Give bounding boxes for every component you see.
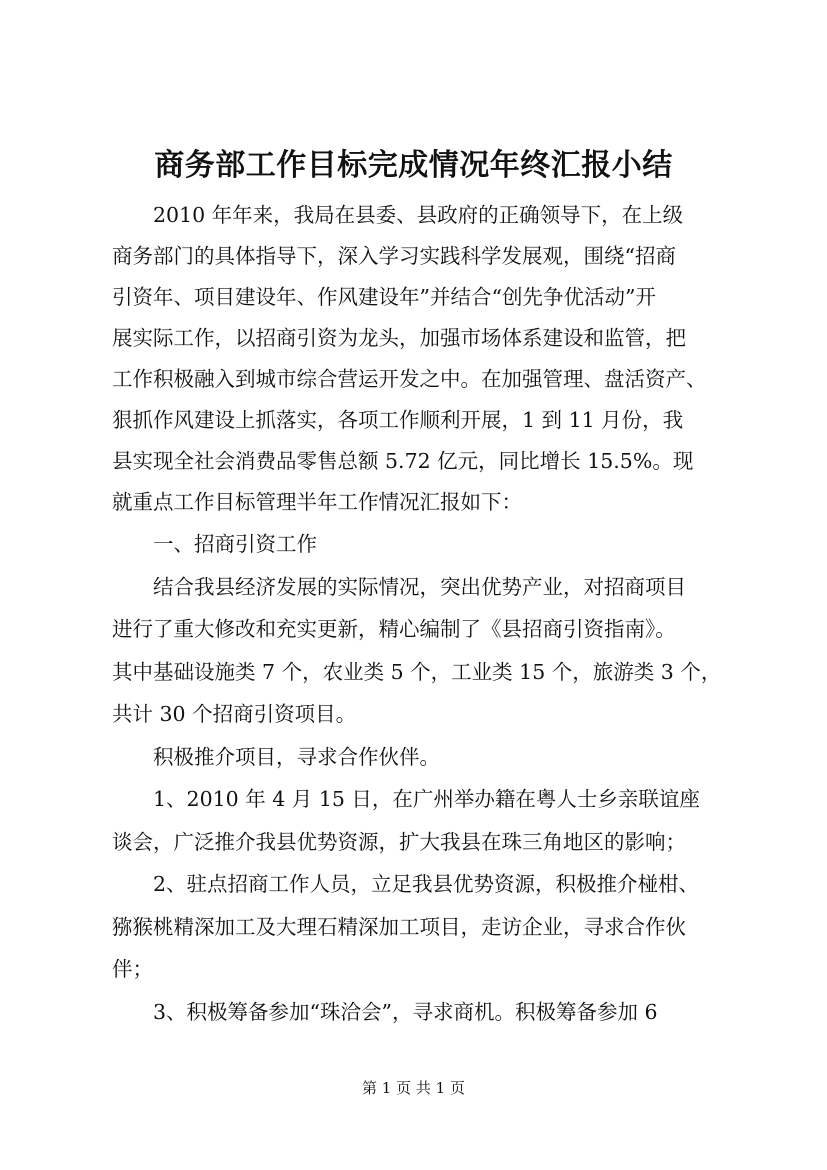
body-line: 积极推介项目，寻求合作伙伴。 xyxy=(112,745,440,769)
body-line: 谈会，广泛推介我县优势资源，扩大我县在珠三角地区的影响； xyxy=(112,830,686,854)
section-heading: 一、招商引资工作 xyxy=(112,532,317,556)
body-line: 狠抓作风建设上抓落实，各项工作顺利开展，1 到 11 月份，我 xyxy=(112,408,684,432)
list-item: 2、驻点招商工作人员，立足我县优势资源，积极推介椪柑、 xyxy=(112,872,700,896)
body-line: 结合我县经济发展的实际情况，突出优势产业，对招商项目 xyxy=(112,575,686,599)
body-line: 伴； xyxy=(112,957,153,981)
body-line: 商务部门的具体指导下，深入学习实践科学发展观，围绕“招商 xyxy=(112,244,676,268)
document-title: 商务部工作目标完成情况年终汇报小结 xyxy=(154,148,673,183)
body-line: 2010 年年来，我局在县委、县政府的正确领导下，在上级 xyxy=(112,203,684,227)
body-line: 其中基础设施类 7 个，农业类 5 个，工业类 15 个，旅游类 3 个， xyxy=(112,660,722,684)
body-line: 工作积极融入到城市综合营运开发之中。在加强管理、盘活资产、 xyxy=(112,367,707,391)
list-item: 3、积极筹备参加“珠洽会”，寻求商机。积极筹备参加 6 xyxy=(112,1000,658,1024)
body-line: 县实现全社会消费品零售总额 5.72 亿元，同比增长 15.5%。现 xyxy=(112,449,694,473)
page-number: 第 1 页 共 1 页 xyxy=(362,1079,465,1097)
body-line: 进行了重大修改和充实更新，精心编制了《县招商引资指南》。 xyxy=(112,617,676,641)
body-line: 猕猴桃精深加工及大理石精深加工项目，走访企业，寻求合作伙 xyxy=(112,915,686,939)
body-line: 展实际工作，以招商引资为龙头，加强市场体系建设和监管，把 xyxy=(112,326,686,350)
body-line: 引资年、项目建设年、作风建设年”并结合“创先争优活动”开 xyxy=(112,285,656,309)
list-item: 1、2010 年 4 月 15 日，在广州举办籍在粤人士乡亲联谊座 xyxy=(112,787,700,811)
body-line: 就重点工作目标管理半年工作情况汇报如下： xyxy=(112,490,522,514)
body-line: 共计 30 个招商引资项目。 xyxy=(112,702,357,726)
